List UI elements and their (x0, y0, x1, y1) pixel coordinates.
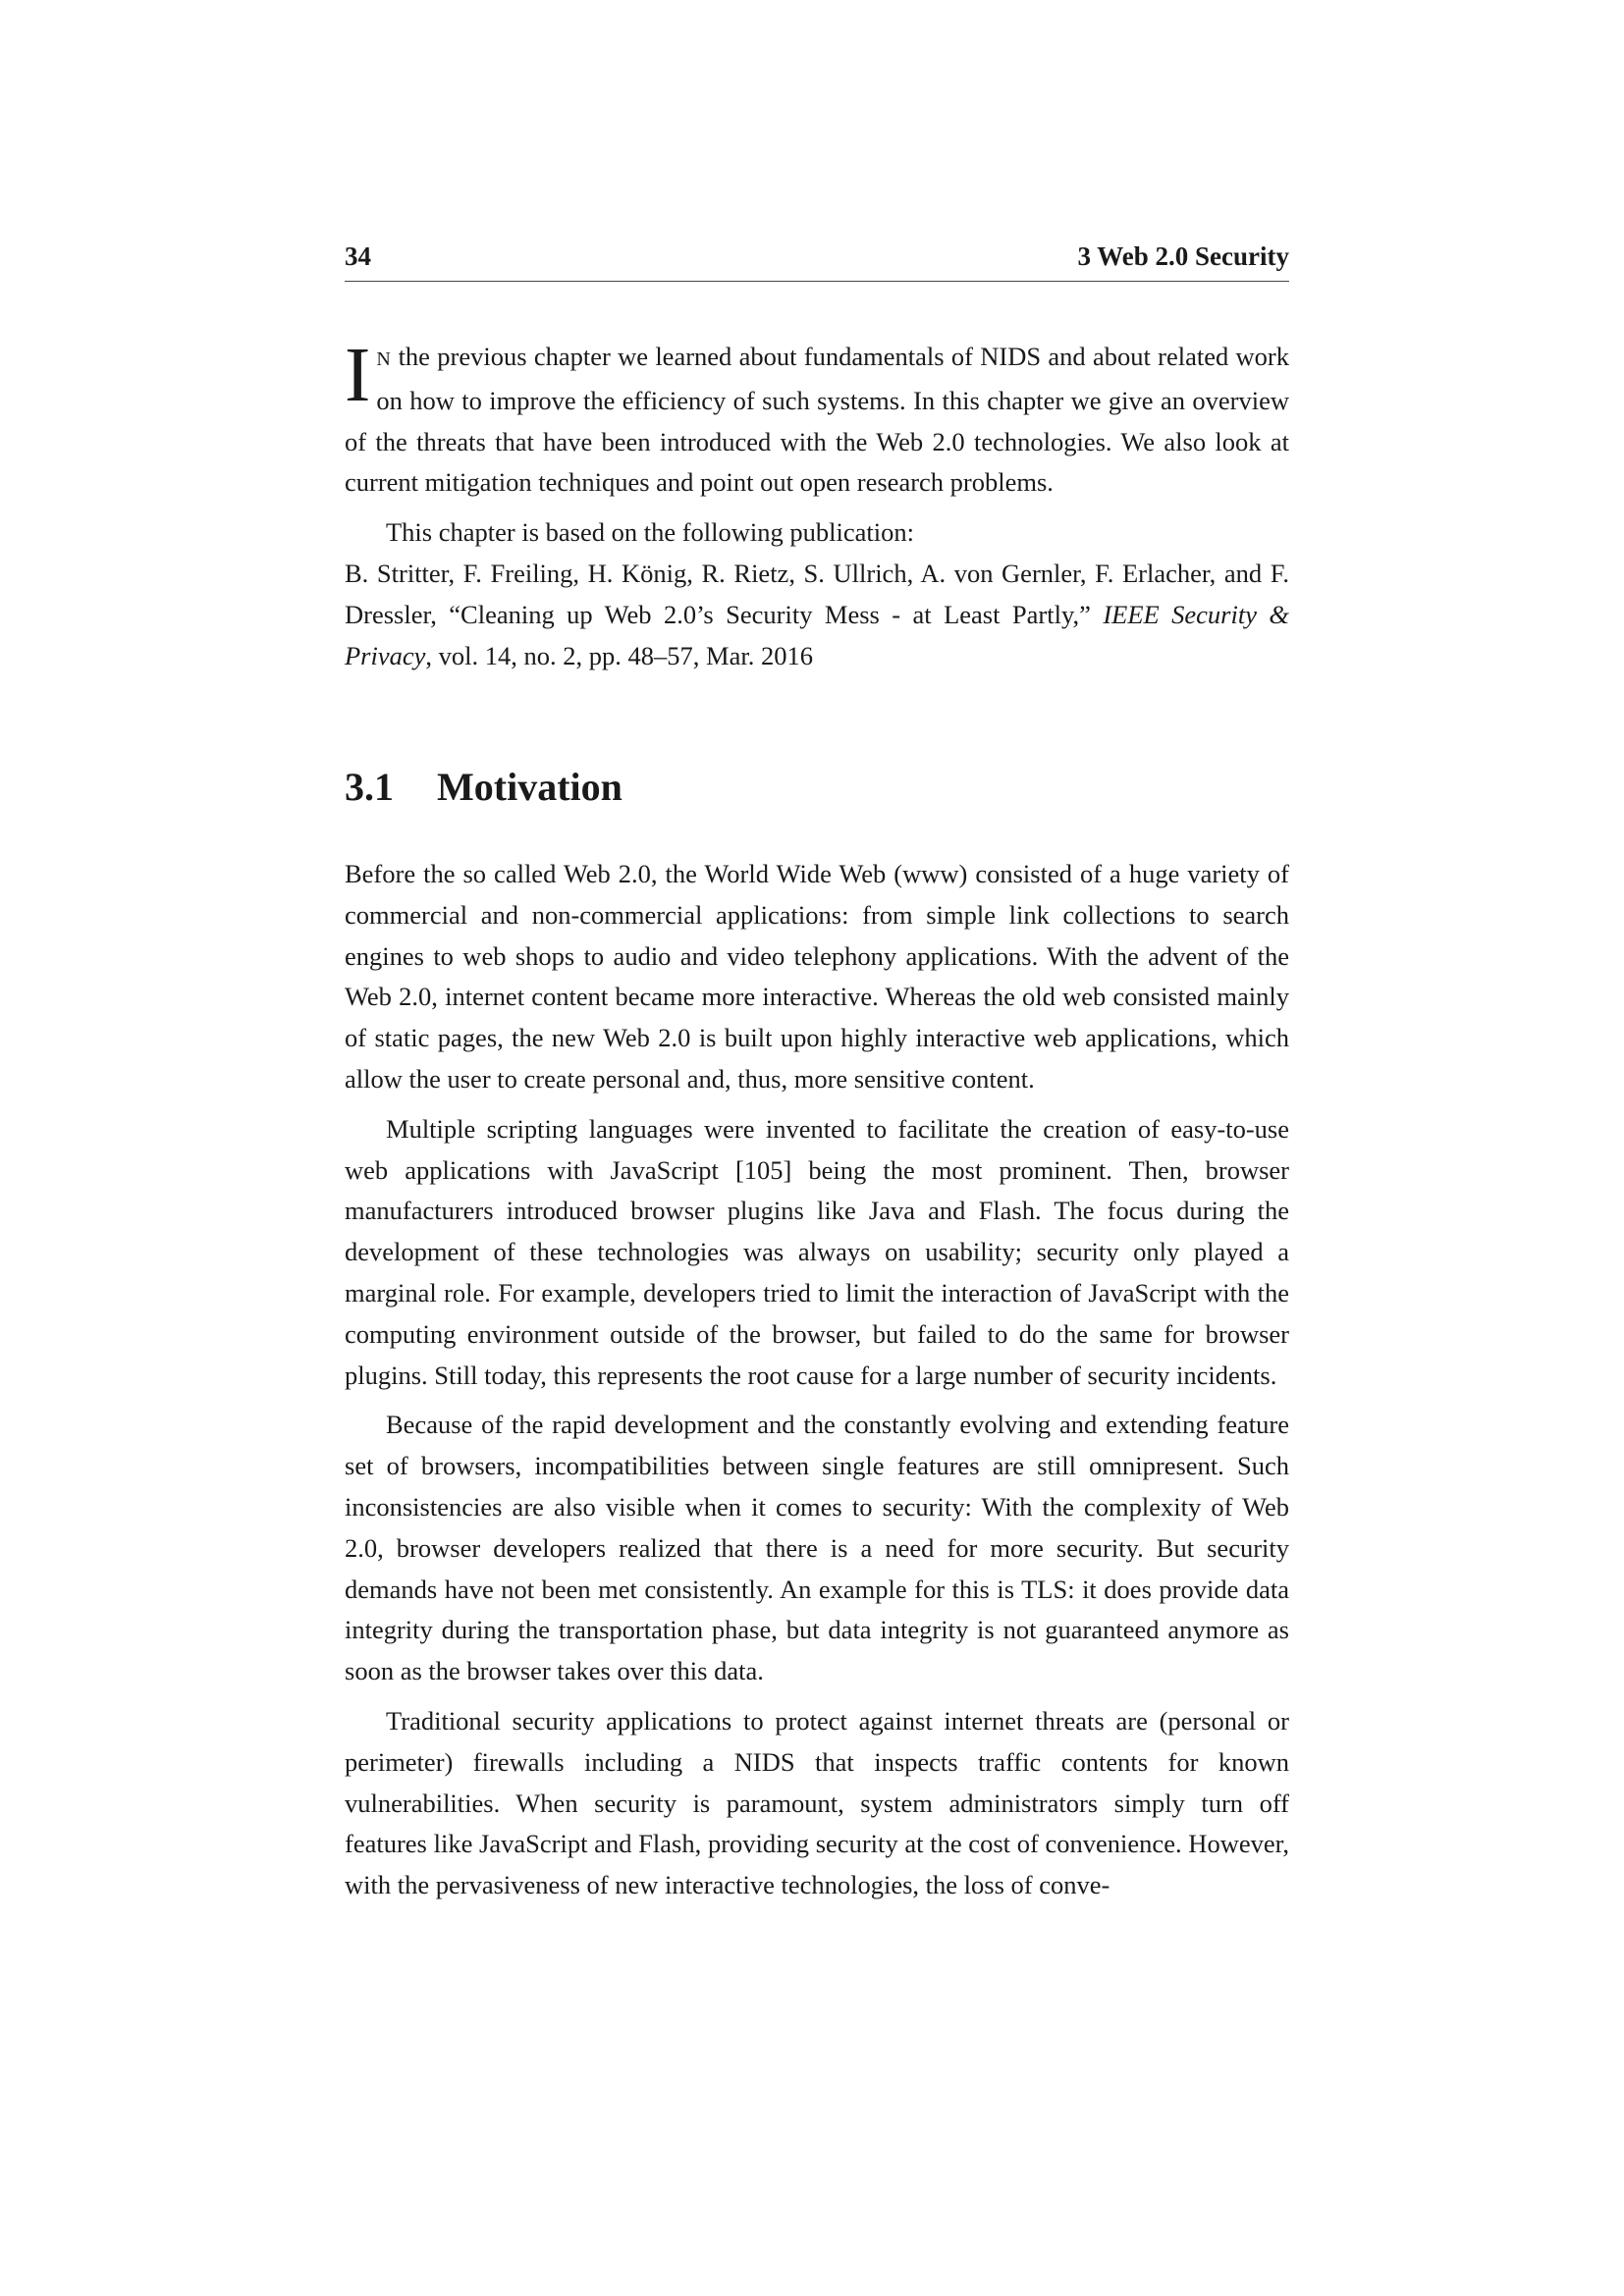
intro-paragraph-text: the previous chapter we learned about fundamentals of NIDS and about related work on how to improve the efficiency of such systems. In this chapter we give an overview of the threats that have been introduced with the Web 2.0 technologies. We also look at current mitigation techniques and point out open research problems. (345, 342, 1289, 498)
section-number: 3.1 (345, 765, 394, 809)
section-paragraph: Multiple scripting languages were invented to facilitate the creation of easy-to-use web applications with JavaScript [105] being the most prominent. Then, browser manufacturers introduced browser plugins like Java and Flash. The focus during the development of these technologies was always on usability; security only played a marginal role. For example, developers tried to limit the interaction of JavaScript with the computing environment outside of the browser, but failed to do the same for browser plugins. Still today, this represents the root cause for a large number of security incidents. (345, 1113, 1289, 1390)
chapter-title: 3 Web 2.0 Security (1077, 241, 1289, 271)
publication-reference (345, 554, 1289, 676)
page-number: 34 (345, 241, 371, 271)
publication-venue: IEEE Security & Privacy (345, 599, 1289, 670)
publication-authors-title: B. Stritter, F. Freiling, H. König, R. Rietz, S. Ullrich, A. von Gernler, F. Erlacher, and F. Dressler, “Cleaning up Web 2.0’s Security Mess - at Least Partly,” (345, 558, 1289, 629)
running-header (345, 241, 1289, 282)
section-title: Motivation (437, 765, 623, 809)
section-paragraph: Because of the rapid development and the constantly evolving and extending feature set of browsers, incompatibilities between single features are still omnipresent. Such inconsistencies are also visible when it comes to security: With the complexity of Web 2.0, browser developers realized that there is a need for more security. But security demands have not been met consistently. An example for this is TLS: it does provide data integrity during the transportation phase, but data integrity is not guaranteed anymore as soon as the browser takes over this data. (345, 1410, 1289, 1686)
smallcap-word: N (376, 348, 392, 370)
intro-paragraph (345, 333, 1289, 504)
section-paragraph: Before the so called Web 2.0, the World Wide Web (www) consisted of a huge variety of commercial and non-commercial applications: from simple link collections to search engines to web shops to audio and video telephony applications. With the advent of the Web 2.0, internet content became more interactive. Whereas the old web consisted mainly of static pages, the new Web 2.0 is built upon highly interactive web applications, which allow the user to create personal and, thus, more sensitive content. (345, 859, 1289, 1094)
drop-cap: I (345, 333, 371, 418)
publication-details: , vol. 14, no. 2, pp. 48–57, Mar. 2016 (425, 640, 813, 670)
section-paragraph: Traditional security applications to protect against internet threats are (personal or perimeter) firewalls including a NIDS that inspects traffic contents for known vulnerabilities. When security is paramount, system administrators simply turn off features like JavaScript and Flash, providing security at the cost of convenience. However, with the pervasiveness of new interactive technologies, the loss of conve- (345, 1705, 1289, 1900)
section-heading (345, 764, 623, 810)
publication-note: This chapter is based on the following publication: (386, 517, 914, 548)
chapter-intro (345, 333, 1289, 676)
section-body (345, 854, 1289, 1906)
